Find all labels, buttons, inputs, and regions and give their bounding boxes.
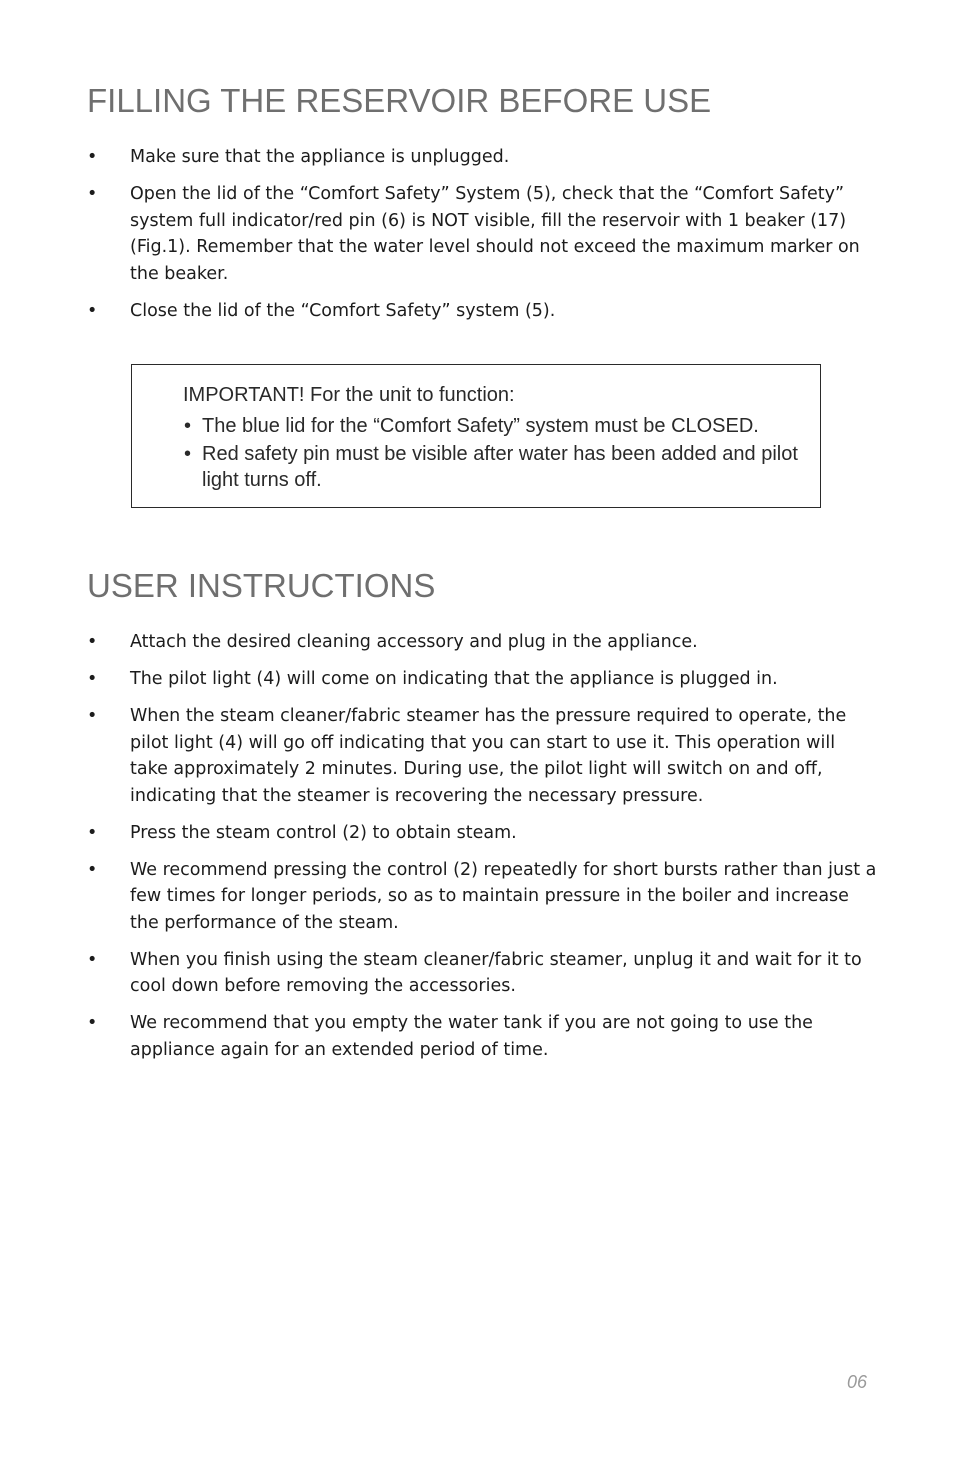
list-item-text: We recommend pressing the control (2) repeatedly for short bursts rather than just a few times for longer periods, so as to maintain pressure in the boiler and increase the performance of the steam. <box>130 859 877 933</box>
bullet-icon: • <box>87 632 98 652</box>
list-item-text: We recommend that you empty the water tank if you are not going to use the appliance again for an extended period of time. <box>130 1013 813 1060</box>
section-title-filling-reservoir: FILLING THE RESERVOIR BEFORE USE <box>87 82 712 119</box>
list-item <box>87 947 877 1000</box>
list-item <box>87 703 877 809</box>
list-item-text: The pilot light (4) will come on indicating that the appliance is plugged in. <box>130 669 778 689</box>
list-item-text: Press the steam control (2) to obtain steam. <box>130 822 517 843</box>
list-item <box>87 857 877 937</box>
bullet-icon: • <box>87 859 98 880</box>
list-item <box>87 1010 877 1063</box>
list-item <box>87 666 877 693</box>
list-item-text: Open the lid of the “Comfort Safety” System (5), check that the “Comfort Safety” system full indicator/red pin (6) is NOT visible, fill the reservoir with 1 beaker (17) (Fig.1). Remember that the water level should not exceed the maximum marker on the beaker. <box>130 184 860 284</box>
important-notice-heading: IMPORTANT! For the unit to function: <box>183 384 515 406</box>
page-number: 06 <box>846 1372 867 1392</box>
list-item-text: Close the lid of the “Comfort Safety” system (5). <box>130 300 556 321</box>
list-item <box>87 181 877 287</box>
list-item-text: When the steam cleaner/fabric steamer has the pressure required to operate, the pilot light (4) will go off indicating that you can start to use it. This operation will take approximately 2 minutes. During use, the pilot light will switch on and off, indicating that the steamer is recovering the necessary pressure. <box>130 706 847 806</box>
important-notice-item-text: The blue lid for the “Comfort Safety” system must be CLOSED. <box>202 415 759 437</box>
bullet-icon: • <box>87 184 98 204</box>
list-item-text: When you finish using the steam cleaner/fabric steamer, unplug it and wait for it to cool down before removing the accessories. <box>130 949 862 996</box>
bullet-icon: • <box>87 1013 98 1033</box>
important-notice-content <box>183 381 813 495</box>
important-notice-box <box>131 364 821 508</box>
bullet-icon: • <box>87 949 98 970</box>
bullet-icon: • <box>184 442 192 465</box>
list-item <box>87 820 877 847</box>
bullet-icon: • <box>87 147 98 167</box>
list-item-text: Attach the desired cleaning accessory and plug in the appliance. <box>130 632 698 652</box>
bullet-icon: • <box>87 822 98 843</box>
important-notice-item-text: Red safety pin must be visible after water has been added and pilot light turns off. <box>202 442 798 491</box>
bullet-icon: • <box>87 669 98 689</box>
section-title-user-instructions: USER INSTRUCTIONS <box>87 567 436 604</box>
bullet-icon: • <box>87 706 98 726</box>
list-item <box>87 144 877 171</box>
user-instructions-list <box>87 629 877 1074</box>
bullet-icon: • <box>184 415 192 437</box>
filling-reservoir-list <box>87 144 877 335</box>
important-notice-item <box>183 413 813 440</box>
list-item-text: Make sure that the appliance is unplugged. <box>130 147 510 167</box>
important-notice-item <box>183 441 813 494</box>
list-item <box>87 629 877 656</box>
list-item <box>87 298 877 325</box>
bullet-icon: • <box>87 300 98 321</box>
